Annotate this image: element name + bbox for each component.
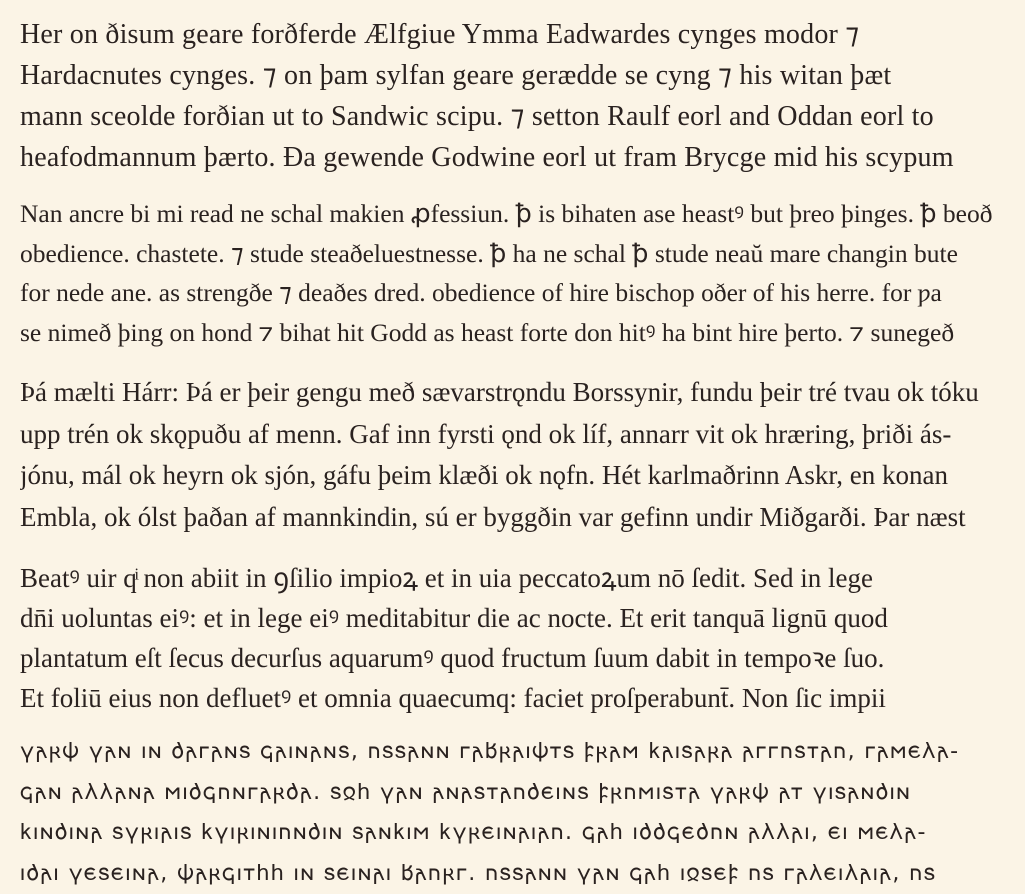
text-line: 𐌾𐌰𐌽 𐌰𐌻𐌻𐌰𐌽𐌰 𐌼𐌹𐌳𐌾𐌿𐌽𐌲𐌰𐍂𐌳𐌰. 𐍃𐍉𐌷 𐍅𐌰𐌽 𐌰𐌽𐌰𐍃𐍄𐌰𐌿𐌳𐌴𐌹𐌽𐍃 𐍆𐍂𐌿𐌼𐌹𐍃𐍄𐌰 𐍅𐌰𐍂𐌸 𐌰𐍄 𐍅𐌹𐍃𐌰𐌽𐌳𐌹𐌽	[20, 773, 1007, 814]
text-line: jónu, mál ok heyrn ok sjón, gáfu þeim klæði ok nǫfn. Hét karlmaðrinn Askr, en konan	[20, 455, 1007, 497]
text-line: Embla, ok ólst þaðan af mannkindin, sú er byggðin var gefinn undir Miðgarði. Þar næst	[20, 497, 1007, 539]
text-line: Hardacnutes cynges. ⁊ on þam sylfan geare gerædde se cyng ⁊ his witan þæt	[20, 55, 1007, 96]
text-line: 𐍅𐌰𐍂𐌸 𐍅𐌰𐌽 𐌹𐌽 𐌳𐌰𐌲𐌰𐌽𐍃 𐌾𐌰𐌹𐌽𐌰𐌽𐍃, 𐌿𐍃𐍃𐌰𐌽𐌽 𐌲𐌰𐌱𐍂𐌰𐌹𐌸𐍄𐍃 𐍆𐍂𐌰𐌼 𐌺𐌰𐌹𐍃𐌰𐍂𐌰 𐌰𐌲𐌲𐌿𐍃𐍄𐌰𐌿, 𐌲𐌰𐌼𐌴𐌻𐌰-	[20, 732, 1007, 773]
paragraph-old-english	[20, 14, 1007, 178]
text-line: heafodmannum þærto. Ða gewende Godwine eorl ut fram Brycge mid his scypum	[20, 137, 1007, 178]
paragraph-middle-english	[20, 194, 1007, 352]
text-line: Beatꝰ uir qͥ non abiit in ꝯſilio impioꝝ et in uia peccatoꝝum nō ſedit. Sed in lege	[20, 558, 1007, 598]
text-line: Nan ancre bi mi read ne schal makien ꝓfessiun. ꝥ is bihaten ase heastꝰ but þreo þinges. ꝥ beoð	[20, 194, 1007, 234]
text-line: 𐌹𐌳𐌰𐌹 𐍅𐌴𐍃𐌴𐌹𐌽𐌰, 𐌸𐌰𐍂𐌾𐌹𐍄𐌷𐌷 𐌹𐌽 𐍃𐌴𐌹𐌽𐌰𐌹 𐌱𐌰𐌿𐍂𐌲. 𐌿𐍃𐍃𐌰𐌽𐌽 𐍅𐌰𐌽 𐌾𐌰𐌷 𐌹𐍉𐍃𐌴𐍆 𐌿𐍃 𐌲𐌰𐌻𐌴𐌹𐌻𐌰𐌹𐌰, 𐌿𐍃	[20, 854, 1007, 894]
text-line: Þá mælti Hárr: Þá er þeir gengu með sævarstrǫndu Borssynir, fundu þeir tré tvau ok tóku	[20, 372, 1007, 414]
text-line: plantatum eſt ſecus decurſus aquarumꝰ quod fructum ſuum dabit in tempoꝛe ſuo.	[20, 638, 1007, 678]
text-line: mann sceolde forðian ut to Sandwic scipu. ⁊ setton Raulf eorl and Oddan eorl to	[20, 96, 1007, 137]
text-line: Et foliū eius non defluetꝰ et omnia quaecumq: faciet proſperabunt̄. Non ſic impii	[20, 678, 1007, 718]
text-line: upp trén ok skǫpuðu af menn. Gaf inn fyrsti ǫnd ok líf, annarr vit ok hræring, þriði ás-	[20, 414, 1007, 456]
text-line: se nimeð þing on hond ⁊ bihat hit Godd as heast forte don hitꝰ ha bint hire þerto. ⁊ sunegeð	[20, 313, 1007, 353]
text-line: 𐌺𐌹𐌽𐌳𐌹𐌽𐌰 𐍃𐍅𐍂𐌹𐌰𐌹𐍃 𐌺𐍅𐌹𐍂𐌹𐌽𐌹𐌿𐌽𐌳𐌹𐌽 𐍃𐌰𐌽𐌺𐌹𐌼 𐌺𐍅𐍂𐌴𐌹𐌽𐌰𐌹𐌰𐌿. 𐌾𐌰𐌷 𐌹𐌳𐌳𐌾𐌴𐌳𐌿𐌽 𐌰𐌻𐌻𐌰𐌹, 𐌴𐌹 𐌼𐌴𐌻𐌰-	[20, 813, 1007, 854]
text-line: for nede ane. as strengðe ⁊ deaðes dred. obedience of hire bischop oðer of his herre. for ƿa	[20, 273, 1007, 313]
paragraph-latin	[20, 558, 1007, 718]
text-line: Her on ðisum geare forðferde Ælfgiue Ymma Eadwardes cynges modor ⁊	[20, 14, 1007, 55]
paragraph-old-norse	[20, 372, 1007, 538]
text-line: obedience. chastete. ⁊ stude steaðeluestnesse. ꝥ ha ne schal ꝥ stude neaŭ mare changin bute	[20, 234, 1007, 274]
paragraph-gothic	[20, 732, 1007, 894]
text-line: dn̄i uoluntas eiꝰ: et in lege eiꝰ meditabitur die ac nocte. Et erit tanquā lignū quod	[20, 598, 1007, 638]
